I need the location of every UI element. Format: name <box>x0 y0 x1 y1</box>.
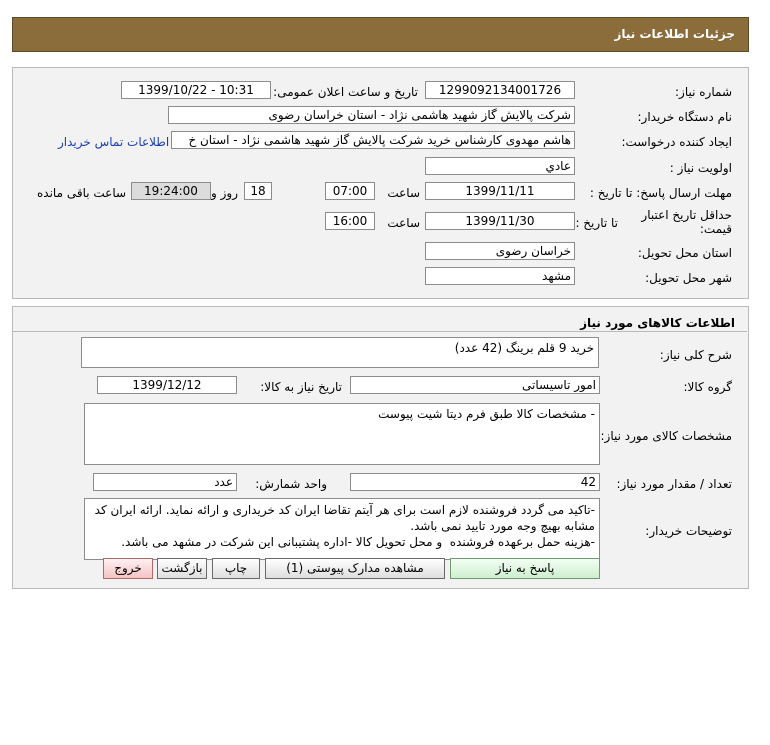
buyer-org-field: شرکت پالایش گاز شهید هاشمی نژاد - استان خراسان رضوی <box>168 106 575 124</box>
qty-field: 42 <box>350 473 600 491</box>
buyer-contact-link[interactable]: اطلاعات تماس خریدار <box>58 135 170 149</box>
remaining-time-field: 19:24:00 <box>131 182 211 200</box>
days-label: روز و <box>211 186 238 200</box>
city-label: شهر محل تحویل: <box>645 271 732 285</box>
reply-time-label: ساعت <box>387 186 420 200</box>
city-field: مشهد <box>425 267 575 285</box>
days-field: 18 <box>244 182 272 200</box>
page-title: جزئیات اطلاعات نیاز <box>614 27 735 41</box>
goods-section-title: اطلاعات کالاهای مورد نیاز <box>580 316 735 330</box>
need-info-panel <box>12 67 749 299</box>
specs-label: مشخصات کالای مورد نیاز: <box>600 429 732 443</box>
reply-date-field: 1399/11/11 <box>425 182 575 200</box>
validity-label-line2: قیمت: <box>699 222 732 236</box>
validity-date-field: 1399/11/30 <box>425 212 575 230</box>
validity-label-line1: حداقل تاریخ اعتبار <box>641 208 732 222</box>
notes-field: -تاکید می گردد فروشنده لازم است برای هر آیتم تقاضا ایران کد خریداری و ارائه نماید. ارائه ایران کد مشابه بهیچ وجه مورد تایید نمی باشد. -هزینه حمل برعهده فروشنده و محل تحویل کالا -اداره پشتیبانی این شرکت در مشهد می باشد. <box>84 498 600 560</box>
buyer-org-label: نام دستگاه خریدار: <box>637 110 732 124</box>
creator-label: ایجاد کننده درخواست: <box>621 135 732 149</box>
need-date-field: 1399/12/12 <box>97 376 237 394</box>
validity-to-label: تا تاریخ : <box>575 216 618 230</box>
reply-button[interactable]: پاسخ به نیاز <box>450 558 600 579</box>
page-header <box>12 17 749 52</box>
validity-time-label: ساعت <box>387 216 420 230</box>
need-number-label: شماره نیاز: <box>675 85 732 99</box>
summary-label: شرح کلی نیاز: <box>659 348 732 362</box>
priority-field: عادي <box>425 157 575 175</box>
section-divider <box>12 331 747 332</box>
announce-label: تاریخ و ساعت اعلان عمومی: <box>273 85 418 99</box>
reply-time-field: 07:00 <box>325 182 375 200</box>
back-button[interactable]: بازگشت <box>157 558 207 579</box>
need-date-label: تاریخ نیاز به کالا: <box>260 380 342 394</box>
print-button[interactable]: چاپ <box>212 558 260 579</box>
need-number-field: 1299092134001726 <box>425 81 575 99</box>
priority-label: اولویت نیاز : <box>669 161 732 175</box>
group-label: گروه کالا: <box>683 380 732 394</box>
reply-deadline-label: مهلت ارسال پاسخ: تا تاریخ : <box>589 186 732 200</box>
creator-field: هاشم مهدوی کارشناس خرید شرکت پالایش گاز شهید هاشمی نژاد - استان خ <box>171 131 575 149</box>
qty-label: تعداد / مقدار مورد نیاز: <box>616 477 732 491</box>
unit-label: واحد شمارش: <box>255 477 327 491</box>
group-field: امور تاسیساتی <box>350 376 600 394</box>
summary-field: خرید 9 قلم برینگ (42 عدد) <box>81 337 599 368</box>
province-label: استان محل تحویل: <box>637 246 732 260</box>
notes-label: توضیحات خریدار: <box>645 524 732 538</box>
province-field: خراسان رضوی <box>425 242 575 260</box>
unit-field: عدد <box>93 473 237 491</box>
validity-time-field: 16:00 <box>325 212 375 230</box>
announce-datetime-field: 1399/10/22 - 10:31 <box>121 81 271 99</box>
view-attachments-button[interactable]: مشاهده مدارک پیوستی (1) <box>265 558 445 579</box>
specs-field: - مشخصات کالا طبق فرم دیتا شیت پیوست <box>84 403 600 465</box>
exit-button[interactable]: خروج <box>103 558 153 579</box>
remaining-label: ساعت باقی مانده <box>37 186 127 200</box>
